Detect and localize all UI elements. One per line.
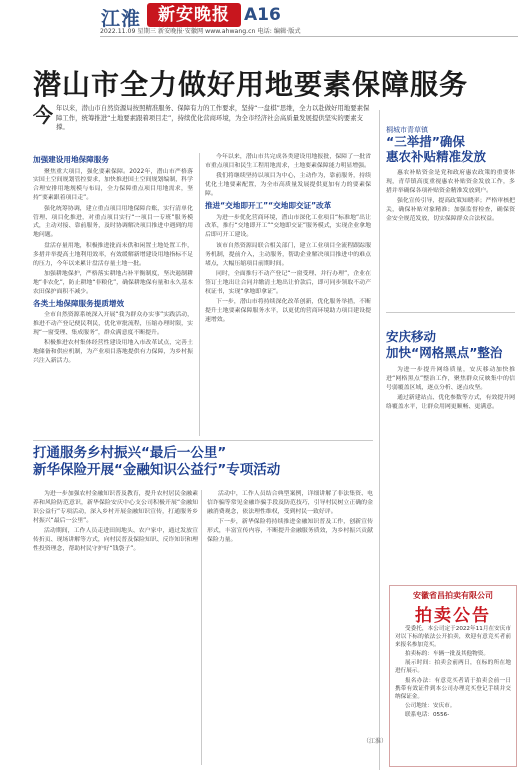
bottom-headline-line1: 打通服务乡村振兴“最后一公里” xyxy=(33,445,227,461)
bottom-story-column-left xyxy=(33,490,198,765)
story-headline-line1: 安庆移动 xyxy=(386,329,437,344)
column-divider xyxy=(199,153,200,436)
article-paragraph: 全市自然资源系统深入开展“我为群众办实事”实践活动，推进不动产登记便民利民，优化审批流程，压缩办理时限，实现“一窗受理、集成服务”，群众满意度不断提升。 xyxy=(33,312,193,336)
story-headline-line2: 惠农补贴精准发放 xyxy=(386,149,487,164)
article-paragraph: 今年以来，潜山市共完成各类建设用地报批，保障了一批省市重点项目和民生工程用地需求，土地要素保障能力明显增强。 xyxy=(205,154,371,169)
main-story-column-right xyxy=(205,153,371,436)
column-divider xyxy=(201,490,202,765)
article-paragraph: 积极推进农村集体经营性建设用地入市改革试点，完善土地储备和供应机制，为产业项目落地提供有力保障，为乡村振兴注入新活力。 xyxy=(33,340,193,365)
masthead-info-line: 2022.11.09 星期三 新安晚报·安徽网 www.ahwang.cn 电话: 编辑·版式 xyxy=(100,28,301,35)
ad-paragraph: 公司地址：安庆市。 xyxy=(405,702,456,709)
ad-title: 拍卖公告 xyxy=(415,606,491,626)
article-paragraph: 强化宣传引导，提高政策知晓率；严格审核把关，确保补贴对象精准；加强监督检查，确保资金安全规范发放，切实保障群众合法权益。 xyxy=(386,198,515,223)
story-kicker: 桐城市青草镇 xyxy=(386,126,428,134)
masthead xyxy=(0,0,530,38)
ad-paragraph: 展示时间：拍卖会前两日，在标的所在地进行展示。 xyxy=(395,660,511,675)
article-paragraph: 盘活存量用地，积极推进批而未供和闲置土地处置工作，多措并举提高土地利用效率，有效缓解新增建设用地指标不足的压力，今年以来累计盘活存量土地一批。 xyxy=(33,242,193,267)
section-subhead: 加强建设用地保障服务 xyxy=(33,155,109,164)
story-byline: （江淮） xyxy=(363,738,388,745)
article-paragraph: 惠农补贴资金是党和政府惠农政策的重要体现，青草镇高度重视惠农补贴资金发放工作，多措并举确保各项补贴资金精准发放到户。 xyxy=(386,170,515,194)
page-number: A16 xyxy=(244,5,281,25)
ad-paragraph: 拍卖标的：车辆一批及其他物资。 xyxy=(405,651,489,658)
article-paragraph: 活动期间，工作人员走进田间地头、农户家中，通过发放宣传折页、现场讲解等方式，向村民普及保险知识、反诈知识和理性投资理念，帮助村民守护好“钱袋子”。 xyxy=(33,528,198,552)
section-subhead: 推进“交地即开工”“交地即交证”改革 xyxy=(205,201,332,211)
column-divider xyxy=(379,110,380,770)
story-body xyxy=(386,169,515,289)
article-paragraph: 同时，全面推行不动产登记“一窗受理、并行办理”，企业在签订土地出让合同并缴清土地出让价款后，即可同步领取不动产权证书，实现“拿地即拿证”。 xyxy=(205,270,371,295)
story-headline-line2: 加快“网格黑点”整治 xyxy=(386,345,503,360)
main-headline: 潜山市全力做好用地要素保障服务 xyxy=(33,68,469,101)
ad-paragraph: 受委托，本公司定于2022年11月在安庆市对以下标的依法公开拍卖，欢迎有意竞买者前来报名参加竞买。 xyxy=(395,626,511,649)
masthead-divider xyxy=(100,36,518,37)
section-subhead: 各类土地保障服务提质增效 xyxy=(33,298,125,308)
ad-paragraph: 报名办法：有意竞买者请于拍卖会前一日携带有效证件到本公司办理竞买登记手续并交纳保证金。 xyxy=(395,677,511,700)
bottom-headline-line2: 新华保险开展“金融知识公益行”专项活动 xyxy=(33,462,281,478)
article-paragraph: 为进一步优化营商环境，潜山市深化工业项目“标准地”出让改革，推行“交地即开工”“交地即交证”服务模式，实现企业拿地后即可开工建设。 xyxy=(205,214,371,239)
story-body xyxy=(386,366,515,578)
main-story-column-left xyxy=(33,153,193,436)
article-paragraph: 通过新建站点、优化参数等方式，有效提升网络覆盖水平，让群众用网更顺畅、更满意。 xyxy=(386,395,515,411)
lead-text: 年以来，潜山市自然资源局按照精准服务、保障有力的工作要求，坚持“一盘棋”思维，全力以赴做好用地要素保障工作，统筹推进“土地要素跟着项目走”，持续优化营商环境，为全市经济社会高质量发展提供坚实的要素支撑。 xyxy=(56,104,370,132)
ad-paragraph: 联系电话：0556- xyxy=(405,711,450,718)
bottom-story-column-right xyxy=(207,490,373,733)
ad-company-name: 安徽省昌拍卖有限公司 xyxy=(413,591,493,600)
newspaper-logo: 新安晚报 xyxy=(147,3,241,27)
ad-body xyxy=(395,625,511,720)
story-headline-line1: “三举措”确保 xyxy=(386,134,465,149)
story-divider xyxy=(386,312,515,313)
story-divider xyxy=(33,440,373,441)
masthead-region: 江淮 xyxy=(101,8,142,30)
article-paragraph: 我们将继续坚持以项目为中心，主动作为，靠前服务，持续优化土地要素配置，为全市高质量发展提供更加有力的要素保障。 xyxy=(205,173,371,198)
auction-advertisement xyxy=(389,585,517,767)
article-paragraph: 该市自然资源局联合相关部门，建立工业项目全流程跟踪服务机制，提前介入，主动服务，帮助企业解决项目推进中的难点堵点，大幅压缩项目前期时间。 xyxy=(205,242,371,267)
article-paragraph: 强化统筹协调，建立重点项目用地保障台账，实行清单化管理、项目化推进，对重点项目实行“一项目一专班”服务模式，主动对接、靠前服务，及时协调解决项目推进中遇到的用地问题。 xyxy=(33,205,193,239)
bottom-story-headline xyxy=(33,445,373,479)
article-paragraph: 活动中，工作人员结合典型案例，详细讲解了非法集资、电信诈骗等常见金融诈骗手段及防范技巧，引导村民树立正确的金融消费观念，依法理性维权，受到村民一致好评。 xyxy=(207,491,373,515)
lead-dropcap: 今 xyxy=(33,103,53,127)
lead-paragraph xyxy=(33,104,370,133)
article-paragraph: 为进一步加强农村金融知识普及教育，提升农村居民金融素养和风险防范意识，新华保险安庆中心支公司积极开展“金融知识公益行”专项活动，深入乡村开展金融知识宣传，打通服务乡村振兴“最后一公里”。 xyxy=(33,491,198,524)
article-paragraph: 加强耕地保护，严格落实耕地占补平衡制度，坚决遏制耕地“非农化”，防止耕地“非粮化”，确保耕地保有量和永久基本农田保护面积不减少。 xyxy=(33,270,193,295)
article-paragraph: 为进一步提升网络质量，安庆移动加快推进“网格黑点”整治工作，聚焦群众反映集中的信号弱覆盖区域，逐点分析、逐点攻坚。 xyxy=(386,367,515,391)
article-paragraph: 聚焦重大项目，强化要素保障。2022年，潜山市严格落实国土空间规划管控要求，加快推进国土空间规划编制，科学合理安排用地规模与布局，全力保障重点项目用地需求，坚持“要素跟着项目走”。 xyxy=(33,168,193,202)
article-paragraph: 下一步，潜山市将持续深化改革创新，优化服务举措，不断提升土地要素保障服务水平，以更优的营商环境助力项目建设提速增效。 xyxy=(205,299,371,323)
article-paragraph: 下一步，新华保险将持续推进金融知识普及工作，创新宣传形式，丰富宣传内容，不断提升金融服务质效，为乡村振兴贡献保险力量。 xyxy=(207,519,373,544)
